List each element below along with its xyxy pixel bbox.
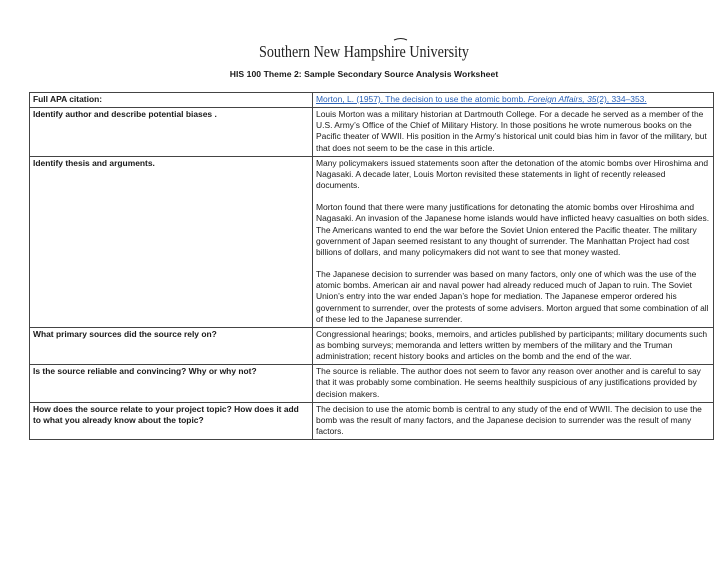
answer-paragraph: Morton found that there were many justifications for detonating the atomic bombs over Hiroshima and Nagasaki. An invasion of the Japanese home islands would have inflicted heavy casualties on both sides. The Americans wanted to end the war before the Soviet Union entered the Pacific theater. The military government of Japan seemed resistant to any thought of surrender. The Manhattan Project had cost billions of dollars, and many policymakers did not want to see that money wasted.	[316, 202, 710, 257]
snhu-wordmark	[254, 36, 474, 66]
university-logo	[0, 36, 728, 71]
citation-link[interactable]: Morton, L. (1957). The decision to use the atomic bomb. Foreign Affairs, 35(2), 334–353.	[316, 94, 647, 104]
answer-cell	[313, 156, 714, 327]
table-row-thesis	[30, 156, 714, 327]
question-cell: Is the source reliable and convincing? Why or why not?	[30, 365, 313, 402]
answer-paragraph: Congressional hearings; books, memoirs, and articles published by participants; military documents such as bombing surveys; memoranda and letters written by members of the military and the Truman administration; recent history books and articles on the bomb and the end of the war.	[316, 328, 708, 362]
table-row-sources	[30, 327, 714, 364]
question-cell: How does the source relate to your project topic? How does it add to what you already know about the topic?	[30, 402, 313, 439]
question-cell: Identify author and describe potential biases .	[30, 108, 313, 157]
logo-swoosh-icon	[394, 39, 407, 41]
answer-cell	[313, 327, 714, 364]
table-row-author	[30, 108, 714, 157]
answer-paragraph: Louis Morton was a military historian at Dartmouth College. For a decade he served as a member of the U.S. Army’s Office of the Chief of Military History. In those positions he wrote numerous books on the Pacific theater of WWII. His position in the Army’s historical unit could bias him in favor of the military, but that does not seem to be the case in this article.	[316, 109, 707, 153]
table-row-reliability	[30, 365, 714, 402]
worksheet-table	[29, 92, 714, 440]
answer-cell	[313, 108, 714, 157]
question-cell: What primary sources did the source rely on?	[30, 327, 313, 364]
answer-cell	[313, 402, 714, 439]
question-cell: Full APA citation:	[30, 93, 313, 108]
table-row-relation	[30, 402, 714, 439]
question-cell: Identify thesis and arguments.	[30, 156, 313, 327]
answer-paragraph: Many policymakers issued statements soon after the detonation of the atomic bombs over Hiroshima and Nagasaki. A decade later, Louis Morton revisited these statements in light of recently released documents.	[316, 157, 709, 191]
answer-cell	[313, 365, 714, 402]
logo-text: Southern New Hampshire University	[259, 42, 470, 61]
answer-cell	[313, 93, 714, 108]
worksheet-title: HIS 100 Theme 2: Sample Secondary Source Analysis Worksheet	[229, 69, 499, 79]
answer-paragraph: The source is reliable. The author does not seem to favor any reason over another and is careful to say that it was probably some combination. He seems healthily suspicious of any justifications provided by decision makers.	[316, 366, 701, 399]
answer-paragraph: The decision to use the atomic bomb is central to any study of the end of WWII. The decision to use the bomb was the result of many factors, and the Japanese decision to surrender was the result of many factors.	[316, 403, 702, 437]
citation-journal: Foreign Affairs, 35	[527, 94, 597, 104]
answer-paragraph: The Japanese decision to surrender was based on many factors, only one of which was the use of the atomic bombs. American air and naval power had already reduced much of Japan to ruin. The Soviet Union’s entry into the war ended Japan’s hope for mediation. The Japanese emperor ordered his government to surrender, over the protests of some advisers. Morton argued that some combination of all of these led to the Japanese surrender.	[316, 269, 709, 324]
table-row-citation	[30, 93, 714, 108]
